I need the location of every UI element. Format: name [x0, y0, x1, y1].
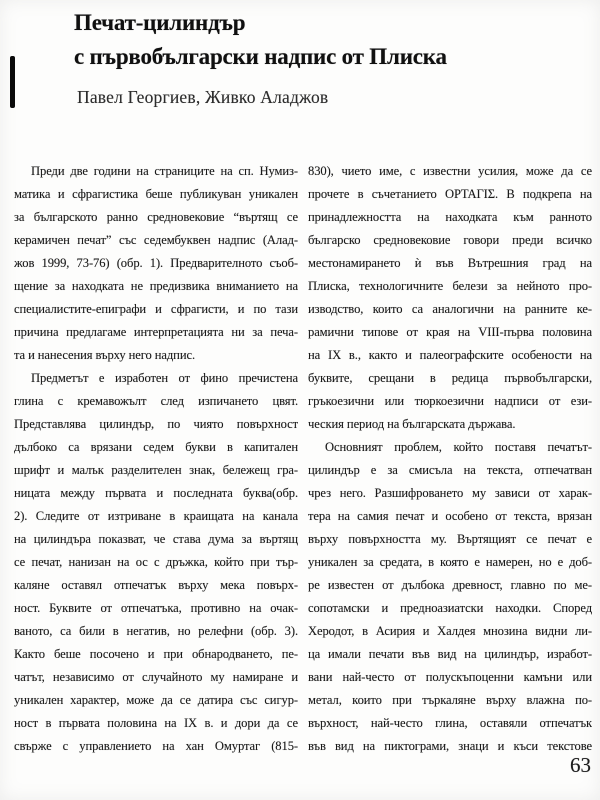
right-column: [308, 160, 592, 758]
text-line: ре известен от дълбока древност, главно по ме-: [308, 578, 592, 592]
text-line: щение за находката не предизвика вниманието на: [14, 279, 298, 293]
article-body: [14, 160, 592, 758]
text-line: специалистите-епиграфи и сфрагисти, и по тази: [14, 302, 298, 316]
text-line: изводство, които са аналогични на ранните ке-: [308, 302, 592, 316]
text-line: на цилиндъра показват, че става дума за въртящ: [14, 532, 298, 546]
text-line: 830), чието име, с известни усилия, може да се: [308, 164, 592, 178]
text-line: тера на самия печат и особено от текста, врязан: [308, 509, 592, 523]
text-line: ницата между първата и последната буква(обр.: [14, 486, 298, 500]
text-line: Преди две години на страниците на сп. Нумиз-: [31, 164, 298, 178]
text-line: Представлява цилиндър, по чиято повърхност: [14, 417, 298, 431]
text-line: та и нанесения върху него надпис.: [14, 348, 195, 362]
paragraph: [14, 160, 298, 367]
text-line: чрез него. Разшифроването му зависи от харак-: [308, 486, 592, 500]
left-column: [14, 160, 298, 758]
text-line: ческия период на българската държава.: [308, 417, 516, 431]
text-line: шрифт и малък разделителен знак, бележещ гра-: [14, 463, 298, 477]
text-line: матика и сфрагистика беше публикуван уникален: [14, 187, 298, 201]
text-line: Предметът е изработен от фино пречистена: [31, 371, 298, 385]
text-line: каляне оставял отпечатък върху мека повърх-: [14, 578, 298, 592]
text-line: Плиска, технологичните белези за нейното про-: [308, 279, 592, 293]
text-line: местонамирането ѝ във Вътрешния град на: [308, 256, 592, 270]
text-line: във вид на пиктограми, знаци и къси текстове: [308, 739, 592, 753]
article-title-line-1: Печат-цилиндър: [74, 10, 246, 35]
paragraph: [308, 160, 592, 436]
text-line: принадлежността на находката към ранното: [308, 210, 592, 224]
text-line: се печат, нанизан на ос с дръжка, който при тър-: [14, 555, 298, 569]
text-line: рамични типове от края на VIII-първа половина: [308, 325, 592, 339]
text-line: гръкоезични или тюркоезични надписи от ези-: [308, 394, 592, 408]
text-line: вани най-често от полускъпоценни камъни или: [308, 670, 592, 684]
text-line: ност в първата половина на IX в. и дори да се: [14, 716, 298, 730]
text-line: Както беше посочено и при обнародването, пе-: [14, 647, 298, 661]
article-title: [74, 6, 574, 74]
text-line: цилиндър е за смисъла на текста, отпечатван: [308, 463, 592, 477]
text-line: ност. Буквите от отпечатъка, противно на очак-: [14, 601, 298, 615]
text-line: метал, които при търкаляне върху влажна по-: [308, 693, 592, 707]
text-line: уникален характер, може да се датира със сигур-: [14, 693, 298, 707]
text-line: ваното, са били в негатив, но релефни (обр. 3).: [14, 624, 298, 638]
text-line: на IX в., както и палеографските особености на: [308, 348, 592, 362]
text-line: ца имали печати във вид на цилиндър, изработ-: [308, 647, 592, 661]
text-line: чатът, независимо от случайното му намиране и: [14, 670, 298, 684]
article-authors: Павел Георгиев, Живко Аладжов: [77, 87, 329, 107]
text-line: 2). Следите от изтриване в краищата на канала: [14, 509, 298, 523]
article-title-line-2: с първобългарски надпис от Плиска: [74, 44, 447, 69]
scan-artifact-bar: [10, 56, 15, 108]
text-line: уникален за средата, в която е намерен, но е доб-: [308, 555, 592, 569]
text-line: Херодот, в Асирия и Халдея мнозина видни ли-: [308, 624, 592, 638]
text-line: Основният проблем, който поставя печатът-: [325, 440, 592, 454]
text-line: за българското ранно средновековие “въртящ се: [14, 210, 298, 224]
text-line: българско средновековие говори преди всичко: [308, 233, 592, 247]
text-line: прочете в съчетанието ΟΡΤΑΓΙΣ. В подкрепа на: [308, 187, 592, 201]
paragraph: [14, 367, 298, 758]
text-line: причина предлагаме интерпретацията ни за печа-: [14, 325, 298, 339]
text-line: върху повърхността му. Въртящият се печат е: [308, 532, 592, 546]
page-number: 63: [570, 753, 591, 777]
text-line: керамичен печат” със седембуквен надпис (Алад-: [14, 233, 298, 247]
text-line: върхност, най-често глина, оставяли отпечатък: [308, 716, 592, 730]
paragraph: [308, 436, 592, 758]
text-line: сопотамски и предноазиатски находки. Според: [308, 601, 592, 615]
text-line: дълбоко са врязани седем букви в капитален: [14, 440, 298, 454]
text-line: свърже с управлението на хан Омуртаг (815-: [14, 739, 298, 753]
text-line: буквите, срещани в редица първобългарски,: [308, 371, 592, 385]
text-line: жов 1999, 73-76) (обр. 1). Предварителното съоб-: [14, 256, 298, 270]
text-line: глина с кремавожълт след изпичането цвят.: [14, 394, 298, 408]
